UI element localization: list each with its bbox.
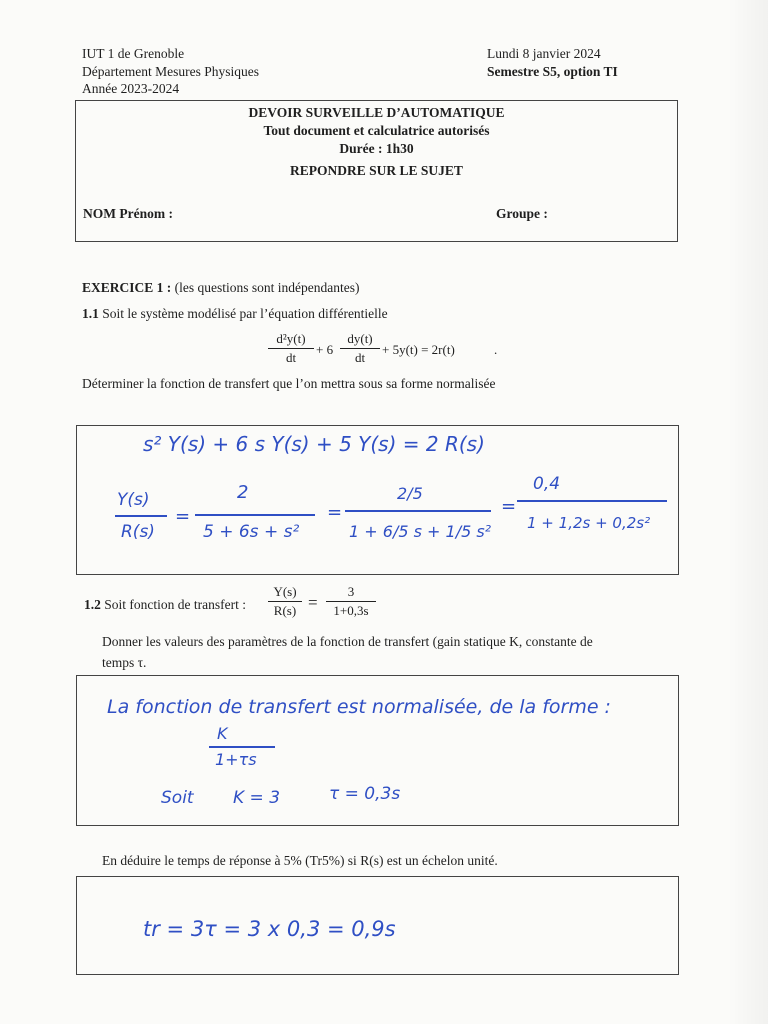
question-1-2-task-line1: Donner les valeurs des paramètres de la fonction de transfert (gain statique K, constante de: [102, 634, 593, 649]
eq-denominator-1: dt: [285, 350, 297, 365]
tf-denominator: R(s): [273, 603, 297, 618]
answer-1-1-f3-numerator: 0,4: [533, 474, 561, 494]
tf-lhs-fraction: [268, 584, 302, 619]
answer-box-1-1: [76, 425, 679, 575]
answer-1-1-lhs-bar: [115, 515, 167, 517]
answer-1-3-response-time: tr = 3τ = 3 x 0,3 = 0,9s: [143, 917, 396, 941]
eq-fraction-second-derivative: [268, 331, 314, 366]
academic-year: Année 2023-2024: [82, 81, 180, 96]
tf-numerator: Y(s): [273, 584, 297, 599]
documents-allowed: Tout document et calculatrice autorisés: [263, 123, 490, 138]
exam-instruction: REPONDRE SUR LE SUJET: [290, 163, 463, 178]
answer-1-1-equals-1: =: [175, 506, 191, 527]
exercise-title: EXERCICE 1 :: [82, 280, 172, 295]
question-1-1-text: Soit le système modélisé par l’équation différentielle: [102, 306, 388, 321]
answer-1-2-line1: La fonction de transfert est normalisée, de la forme :: [107, 696, 611, 718]
semester-label: Semestre S5, option TI: [487, 63, 618, 79]
answer-1-1-f1-numerator: 2: [237, 482, 249, 503]
tf-rhs-denominator: 1+0,3s: [333, 603, 369, 618]
header-right: [487, 45, 618, 80]
tf-rhs-fraction: [326, 584, 376, 619]
question-1-2-task: [102, 631, 692, 673]
differential-equation: [268, 331, 508, 371]
exercise-heading: [82, 280, 359, 296]
answer-1-1-equals-3: =: [501, 496, 517, 517]
department-name: Département Mesures Physiques: [82, 63, 259, 79]
exam-title: DEVOIR SURVEILLE D’AUTOMATIQUE: [248, 105, 505, 120]
eq-fraction-first-derivative: [340, 331, 380, 366]
question-1-2-task-line2: temps τ.: [102, 655, 147, 670]
exercise-note: (les questions sont indépendantes): [174, 280, 360, 295]
question-1-1-task: Déterminer la fonction de transfert que l’on mettra sous sa forme normalisée: [82, 376, 496, 391]
answer-1-1-lhs-denominator: R(s): [121, 522, 155, 542]
answer-1-1-f3-denominator: 1 + 1,2s + 0,2s²: [527, 514, 651, 532]
answer-1-1-f3-bar: [517, 500, 667, 502]
name-field-label: NOM Prénom :: [83, 206, 173, 221]
answer-1-1-lhs-numerator: Y(s): [117, 490, 150, 510]
question-1-2-number: 1.2: [84, 597, 101, 612]
question-1-1: [82, 306, 388, 322]
answer-1-1-equals-2: =: [327, 502, 343, 523]
answer-box-1-2: [76, 675, 679, 826]
question-1-3-task: En déduire le temps de réponse à 5% (Tr5%) si R(s) est un échelon unité.: [102, 853, 498, 868]
question-1-2: [84, 597, 246, 613]
eq-rest: + 5y(t) = 2r(t): [382, 342, 455, 357]
answer-1-1-f2-denominator: 1 + 6/5 s + 1/5 s²: [349, 522, 492, 541]
answer-box-1-3: [76, 876, 679, 975]
page-edge-shadow: [728, 0, 768, 1024]
answer-1-1-laplace-equation: s² Y(s) + 6 s Y(s) + 5 Y(s) = 2 R(s): [143, 432, 485, 456]
school-name: IUT 1 de Grenoble: [82, 46, 185, 61]
group-field-label: Groupe :: [496, 206, 548, 221]
answer-1-1-f1-denominator: 5 + 6s + s²: [203, 522, 300, 542]
answer-1-2-denominator: 1+τs: [215, 750, 257, 769]
eq-period: .: [494, 342, 498, 357]
question-1-1-number: 1.1: [82, 306, 99, 321]
answer-1-2-bar: [209, 746, 275, 748]
answer-1-1-f1-bar: [195, 514, 315, 516]
answer-1-2-time-constant: τ = 0,3s: [329, 784, 401, 804]
tf-equals: =: [308, 593, 318, 612]
answer-1-2-soit: Soit: [161, 788, 194, 808]
header-left: [82, 45, 259, 98]
question-1-2-text: Soit fonction de transfert :: [104, 597, 246, 612]
eq-mid-term: + 6: [316, 342, 334, 357]
eq-numerator-1: d²y(t): [276, 331, 306, 346]
answer-1-2-gain: K = 3: [233, 788, 281, 808]
tf-rhs-numerator: 3: [347, 584, 355, 599]
transfer-function: [268, 584, 398, 624]
exam-info-box: [75, 100, 678, 242]
answer-1-1-f2-bar: [345, 510, 491, 512]
exam-duration: Durée : 1h30: [339, 141, 414, 156]
eq-numerator-2: dy(t): [347, 331, 373, 346]
exam-date: Lundi 8 janvier 2024: [487, 46, 601, 61]
answer-1-1-f2-numerator: 2/5: [397, 484, 423, 503]
eq-denominator-2: dt: [354, 350, 366, 365]
answer-1-2-numerator: K: [217, 724, 228, 743]
